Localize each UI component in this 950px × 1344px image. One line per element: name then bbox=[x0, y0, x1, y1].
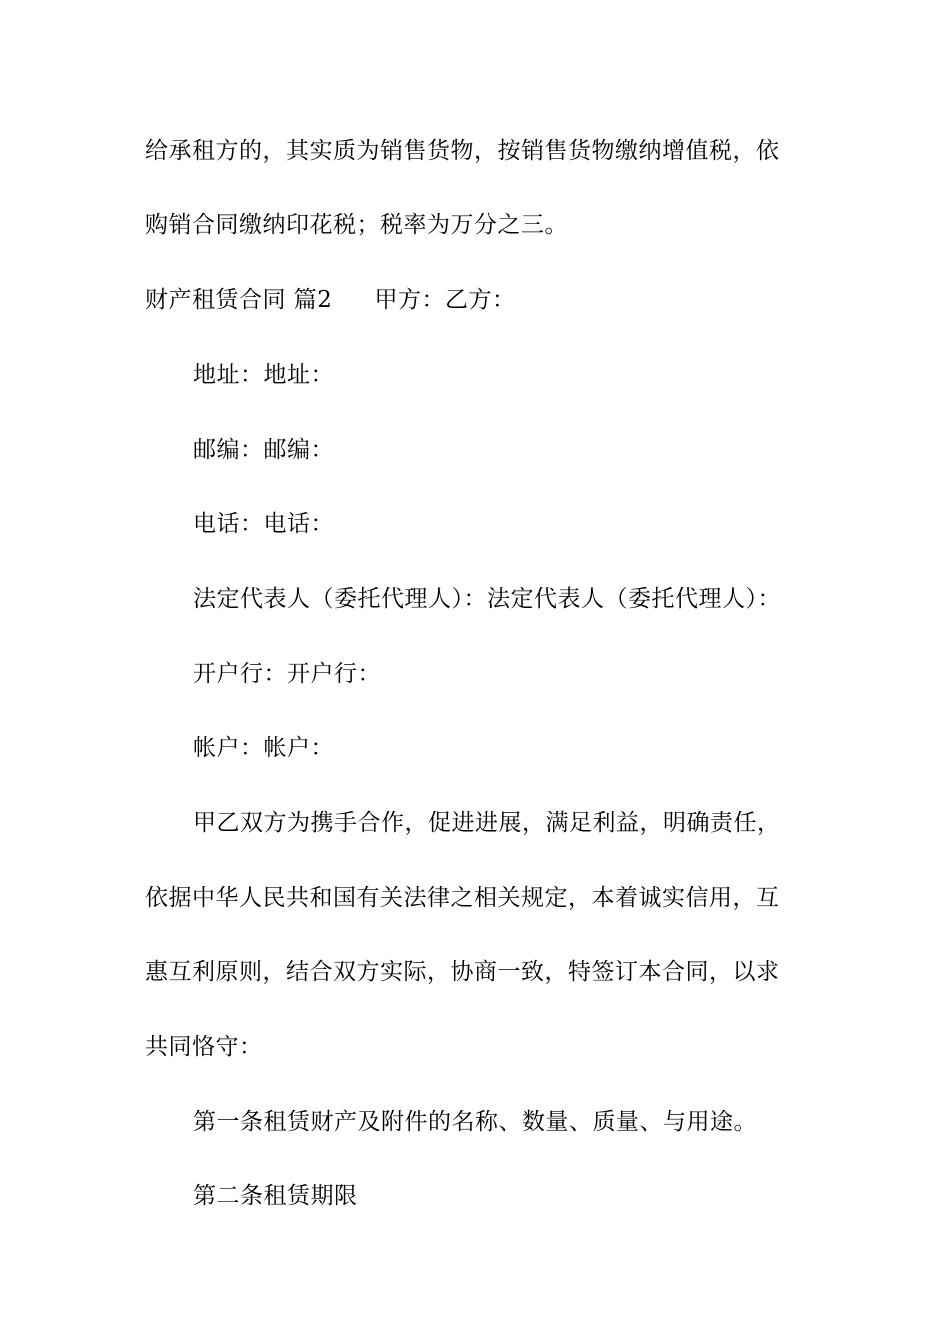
postcode-field: 邮编：邮编： bbox=[193, 437, 334, 463]
paragraph-line: 购销合同缴纳印花税；税率为万分之三。 bbox=[145, 212, 568, 238]
paragraph-line: 共同恪守： bbox=[145, 1034, 263, 1060]
party-labels: 甲方：乙方： bbox=[374, 287, 516, 313]
paragraph-line: 甲乙双方为携手合作，促进进展，满足利益，明确责任， bbox=[193, 810, 781, 836]
bank-field: 开户行：开户行： bbox=[193, 661, 381, 687]
account-field: 帐户：帐户： bbox=[193, 735, 334, 761]
article-one: 第一条租赁财产及附件的名称、数量、质量、与用途。 bbox=[193, 1109, 757, 1135]
address-field: 地址：地址： bbox=[193, 362, 334, 388]
paragraph-line: 依据中华人民共和国有关法律之相关规定，本着诚实信用，互 bbox=[145, 885, 780, 911]
article-two: 第二条租赁期限 bbox=[193, 1183, 358, 1209]
paragraph-line: 给承租方的，其实质为销售货物，按销售货物缴纳增值税，依 bbox=[145, 138, 780, 164]
legal-representative-field: 法定代表人（委托代理人）：法定代表人（委托代理人）： bbox=[193, 586, 781, 612]
phone-field: 电话：电话： bbox=[193, 511, 334, 537]
contract-title: 财产租赁合同 篇2 bbox=[145, 287, 333, 313]
paragraph-line: 惠互利原则，结合双方实际，协商一致，特签订本合同，以求 bbox=[145, 959, 780, 985]
contract-heading-line bbox=[145, 285, 515, 315]
